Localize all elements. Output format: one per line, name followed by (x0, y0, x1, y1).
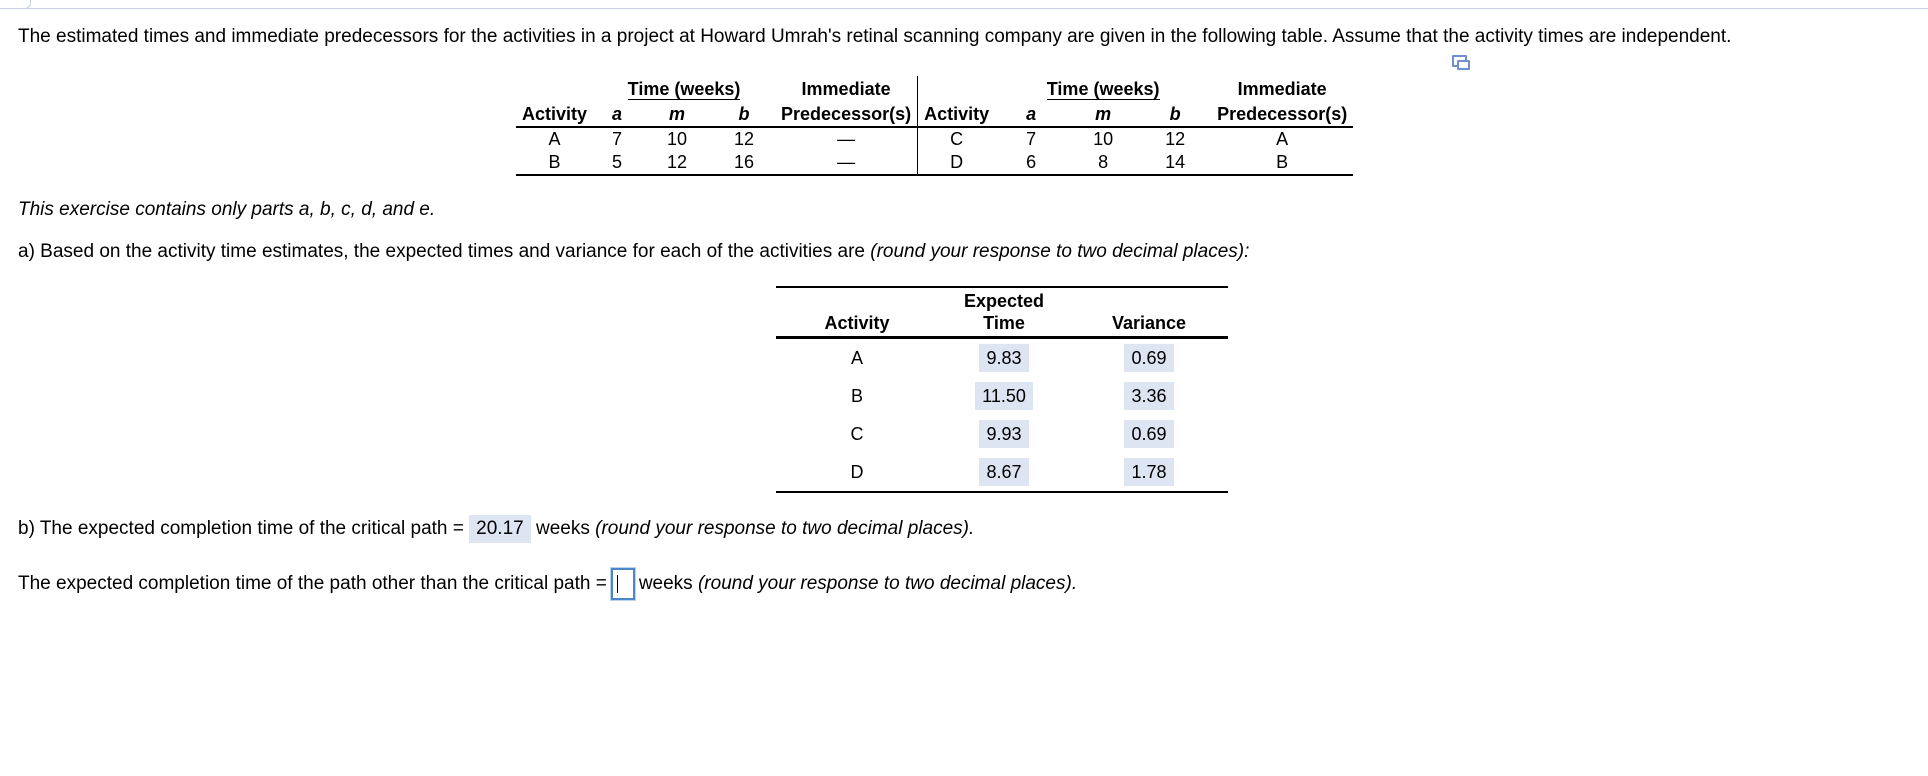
pred-cell: — (775, 151, 918, 175)
activity-cell: B (516, 151, 593, 175)
col-m-left: m (641, 102, 713, 127)
exercise-note: This exercise contains only parts a, b, c, d, and e. (18, 199, 436, 220)
activity-cell: C (850, 423, 864, 444)
expected-header-1: Expected (963, 291, 1045, 311)
a-cell: 7 (612, 129, 623, 149)
activity-cell: B (850, 385, 863, 406)
expected-time-variance-table (776, 286, 1228, 493)
part-a-text: a) Based on the activity time estimates, the expected times and variance for each of the activities are (18, 241, 865, 262)
b-cell: 16 (713, 151, 775, 175)
a-cell: 6 (995, 151, 1067, 175)
table-row (776, 338, 1228, 378)
text-caret (617, 575, 618, 593)
table-row (516, 127, 1353, 151)
part-b2-unit: weeks (638, 573, 693, 595)
pred-header-left-2: Predecessor(s) (775, 102, 918, 127)
activity-cell: D (776, 453, 938, 492)
activity-header-left: Activity (516, 102, 593, 127)
pred-cell: — (837, 129, 856, 149)
activity-cell: A (850, 347, 863, 368)
activity-header-right: Activity (918, 102, 996, 127)
expected-time-answer[interactable]: 8.67 (979, 458, 1028, 486)
activity-header: Activity (824, 313, 890, 333)
b-cell: 12 (1165, 129, 1186, 149)
variance-header: Variance (1111, 313, 1187, 333)
problem-intro: The estimated times and immediate predecessors for the activities in a project at Howard Umrah's retinal scanning company are given in the following table. Assume that the activity times are independent. (18, 26, 1732, 47)
pred-cell: A (1276, 129, 1289, 149)
variance-answer[interactable]: 0.69 (1124, 420, 1173, 448)
expected-time-answer[interactable]: 9.83 (979, 344, 1028, 372)
activity-cell: C (918, 127, 996, 151)
part-b2-hint: (round your response to two decimal places). (697, 573, 1078, 595)
m-cell: 8 (1067, 151, 1139, 175)
col-b-left: b (713, 102, 775, 127)
variance-answer[interactable]: 3.36 (1124, 382, 1173, 410)
activity-data-table (516, 76, 1353, 176)
pred-header-right-2: Predecessor(s) (1211, 102, 1353, 127)
col-m-right: m (1067, 102, 1139, 127)
expected-header-2: Time (983, 313, 1025, 333)
b-cell: 14 (1139, 151, 1211, 175)
m-cell: 10 (1093, 129, 1114, 149)
part-b-prompt (18, 515, 974, 543)
variance-answer[interactable]: 0.69 (1124, 344, 1173, 372)
part-b-text: b) The expected completion time of the critical path = (18, 518, 464, 539)
expected-time-answer[interactable]: 11.50 (975, 382, 1033, 410)
variance-answer[interactable]: 1.78 (1124, 458, 1173, 486)
time-weeks-header-left: Time (weeks) (627, 79, 741, 99)
m-cell: 12 (641, 151, 713, 175)
header-spacer (516, 76, 593, 102)
b-cell: 12 (734, 129, 755, 149)
table-row (776, 453, 1228, 492)
part-a-prompt (18, 241, 1249, 263)
a-cell: 5 (593, 151, 641, 175)
other-path-answer-input[interactable] (611, 568, 635, 600)
part-b-hint: (round your response to two decimal places). (595, 518, 975, 539)
pred-cell: B (1211, 151, 1353, 175)
table-row (776, 415, 1228, 453)
critical-path-answer[interactable]: 20.17 (469, 515, 531, 543)
pred-header-right-1: Immediate (1237, 79, 1327, 99)
copy-table-icon[interactable] (1452, 55, 1468, 69)
pred-header-left-1: Immediate (801, 79, 891, 99)
header-spacer-right (918, 76, 996, 102)
col-a-left: a (593, 102, 641, 127)
col-b-right: b (1139, 102, 1211, 127)
col-a-right: a (995, 102, 1067, 127)
top-divider (0, 8, 1928, 9)
time-weeks-header-right: Time (weeks) (1046, 79, 1160, 99)
part-b2-prompt (18, 568, 1077, 600)
activity-cell: A (548, 129, 561, 149)
expected-time-answer[interactable]: 9.93 (979, 420, 1028, 448)
m-cell: 10 (667, 129, 688, 149)
activity-cell: D (918, 151, 996, 175)
part-b-unit: weeks (535, 518, 590, 539)
a-cell: 7 (1026, 129, 1037, 149)
part-a-hint: (round your response to two decimal places): (870, 241, 1250, 262)
part-b2-text: The expected completion time of the path other than the critical path = (18, 573, 607, 595)
table-row (516, 151, 1353, 175)
table-row (776, 377, 1228, 415)
